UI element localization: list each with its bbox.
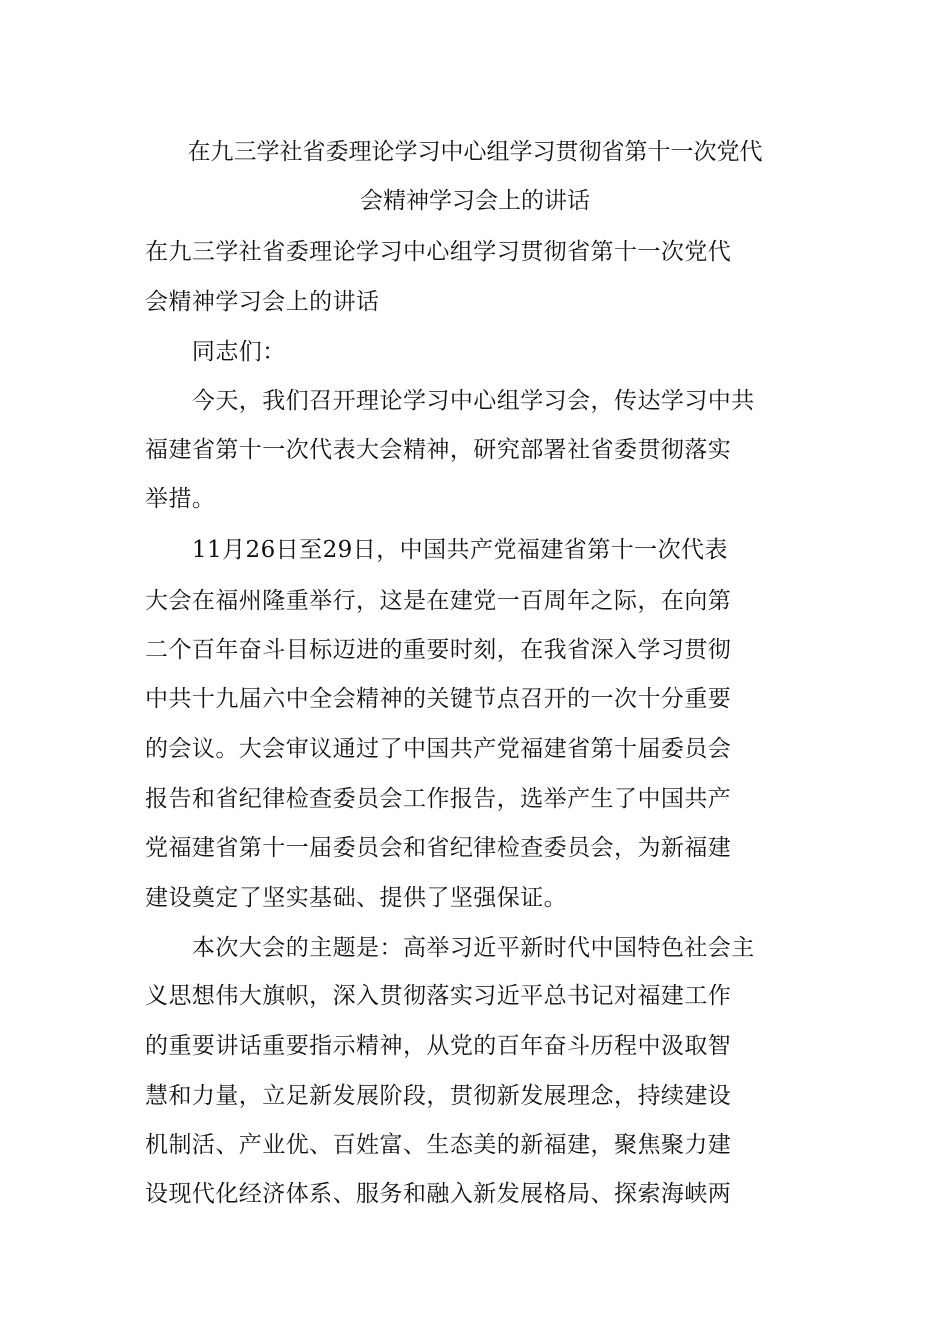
document-title-line-1: 在九三学社省委理论学习中心组学习贯彻省第十一次党代 <box>187 139 763 165</box>
body-line: 建设奠定了坚实基础、提供了坚强保证。 <box>145 885 568 911</box>
body-line: 11月26日至29日，中国共产党福建省第十一次代表 <box>145 537 728 563</box>
salutation: 同志们： <box>145 339 286 365</box>
body-line: 的会议。大会审议通过了中国共产党福建省第十届委员会 <box>145 736 732 762</box>
body-line: 的重要讲话重要指示精神，从党的百年奋斗历程中汲取智 <box>145 1033 732 1059</box>
document-title-line-2: 会精神学习会上的讲话 <box>360 188 590 214</box>
body-line: 机制活、产业优、百姓富、生态美的新福建，聚焦聚力建 <box>145 1132 732 1158</box>
body-line: 会精神学习会上的讲话 <box>145 289 380 315</box>
body-line: 设现代化经济体系、服务和融入新发展格局、探索海峡两 <box>145 1181 732 1207</box>
body-line: 党福建省第十一届委员会和省纪律检查委员会，为新福建 <box>145 835 732 861</box>
body-line: 中共十九届六中全会精神的关键节点召开的一次十分重要 <box>145 686 732 712</box>
body-line: 本次大会的主题是：高举习近平新时代中国特色社会主 <box>145 935 755 961</box>
body-line: 在九三学社省委理论学习中心组学习贯彻省第十一次党代 <box>145 239 732 265</box>
body-line: 今天，我们召开理论学习中心组学习会，传达学习中共 <box>145 388 755 414</box>
body-line: 报告和省纪律检查委员会工作报告，选举产生了中国共产 <box>145 786 732 812</box>
body-line: 慧和力量，立足新发展阶段，贯彻新发展理念，持续建设 <box>145 1083 732 1109</box>
body-line: 福建省第十一次代表大会精神，研究部署社省委贯彻落实 <box>145 437 732 463</box>
body-line: 举措。 <box>145 486 216 512</box>
body-line: 大会在福州隆重举行，这是在建党一百周年之际，在向第 <box>145 588 732 614</box>
body-line: 义思想伟大旗帜，深入贯彻落实习近平总书记对福建工作 <box>145 983 732 1009</box>
body-line: 二个百年奋斗目标迈进的重要时刻，在我省深入学习贯彻 <box>145 637 732 663</box>
